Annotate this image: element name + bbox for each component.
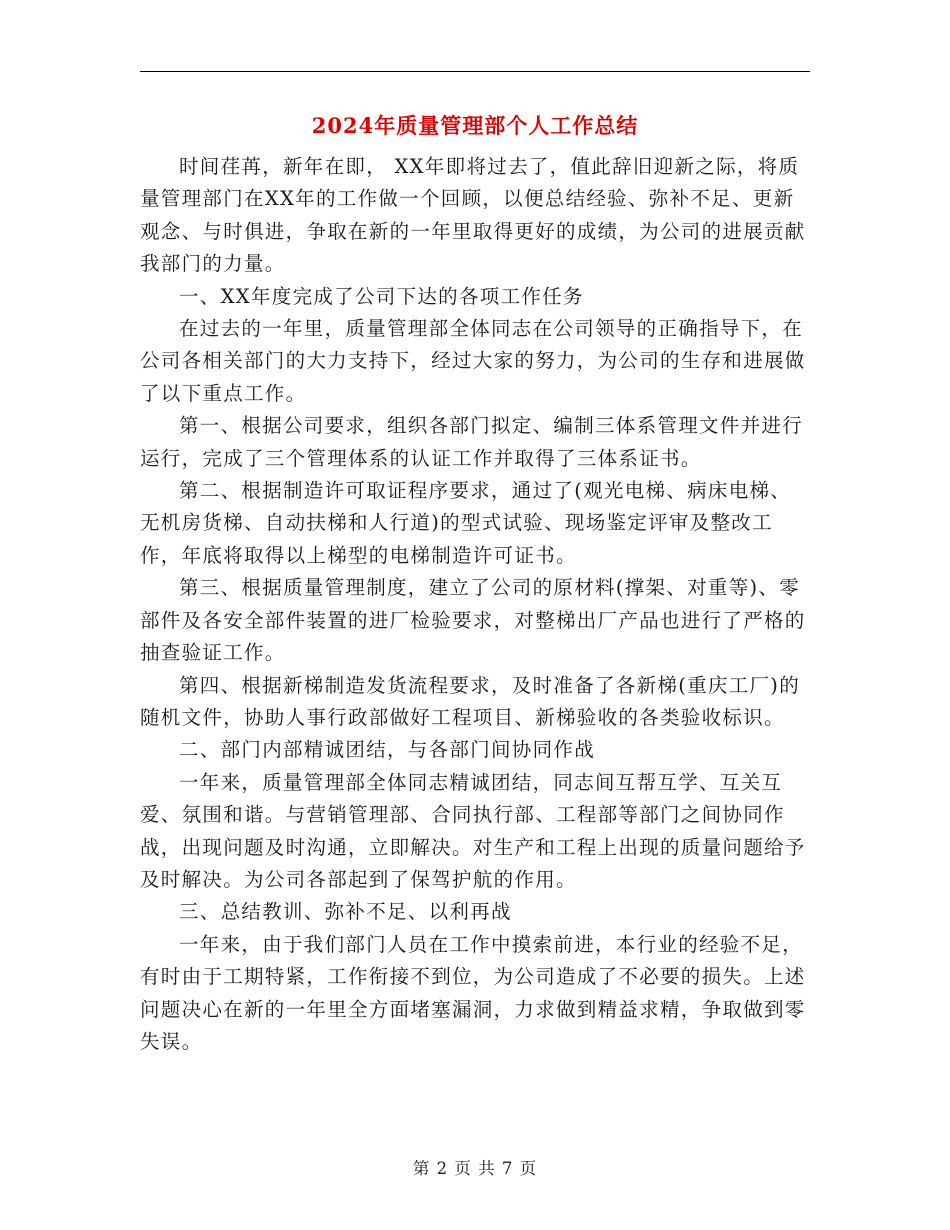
document-title: 2024年质量管理部个人工作总结	[311, 113, 639, 138]
paragraph-item-4: 第四、根据新梯制造发货流程要求，及时准备了各新梯(重庆工厂)的随机文件，协助人事行政部做好工程项目、新梯验收的各类验收标识。	[140, 673, 801, 729]
section-heading-1: 一、XX年度完成了公司下达的各项工作任务	[179, 284, 584, 308]
section-heading-2: 二、部门内部精诚团结，与各部门间协同作战	[179, 738, 596, 762]
header-rule	[140, 71, 810, 72]
paragraph-item-3: 第三、根据质量管理制度，建立了公司的原材料(撑架、对重等)、零部件及各安全部件装置的进厂检验要求，对整梯出厂产品也进行了严格的抽查验证工作。	[140, 576, 806, 665]
paragraph-item-2: 第二、根据制造许可取证程序要求，通过了(观光电梯、病床电梯、无机房货梯、自动扶梯和人行道)的型式试验、现场鉴定评审及整改工作，年底将取得以上梯型的电梯制造许可证书。	[140, 479, 792, 567]
paragraph-item-1: 第一、根据公司要求，组织各部门拟定、编制三体系管理文件并进行运行，完成了三个管理体系的认证工作并取得了三体系证书。	[140, 414, 804, 470]
paragraph-overview: 在过去的一年里，质量管理部全体同志在公司领导的正确指导下，在公司各相关部门的大力支持下，经过大家的努力，为公司的生存和进展做了以下重点工作。	[140, 317, 806, 405]
paragraph-teamwork: 一年来，质量管理部全体同志精诚团结，同志间互帮互学、互关互爱、氛围和谐。与营销管理部、合同执行部、工程部等部门之间协同作战，出现问题及时沟通，立即解决。对生产和工程上出现的质量问题给予及时解决。为公司各部起到了保驾护航的作用。	[140, 770, 806, 891]
paragraph-lessons: 一年来，由于我们部门人员在工作中摸索前进，本行业的经验不足，有时由于工期特紧，工作衔接不到位，为公司造成了不必要的损失。上述问题决心在新的一年里全方面堵塞漏洞，力求做到精益求精，争取做到零失误。	[140, 932, 806, 1053]
page-footer: 第 2 页 共 7 页	[412, 1159, 538, 1178]
section-heading-3: 三、总结教训、弥补不足、以利再战	[179, 900, 512, 924]
document-body	[140, 151, 810, 1058]
paragraph-intro: 时间荏苒，新年在即， XX年即将过去了，值此辞旧迎新之际，将质量管理部门在XX年的工作做一个回顾，以便总结经验、弥补不足、更新观念、与时俱进，争取在新的一年里取得更好的成绩，为公司的进展贡献我部门的力量。	[140, 155, 806, 276]
